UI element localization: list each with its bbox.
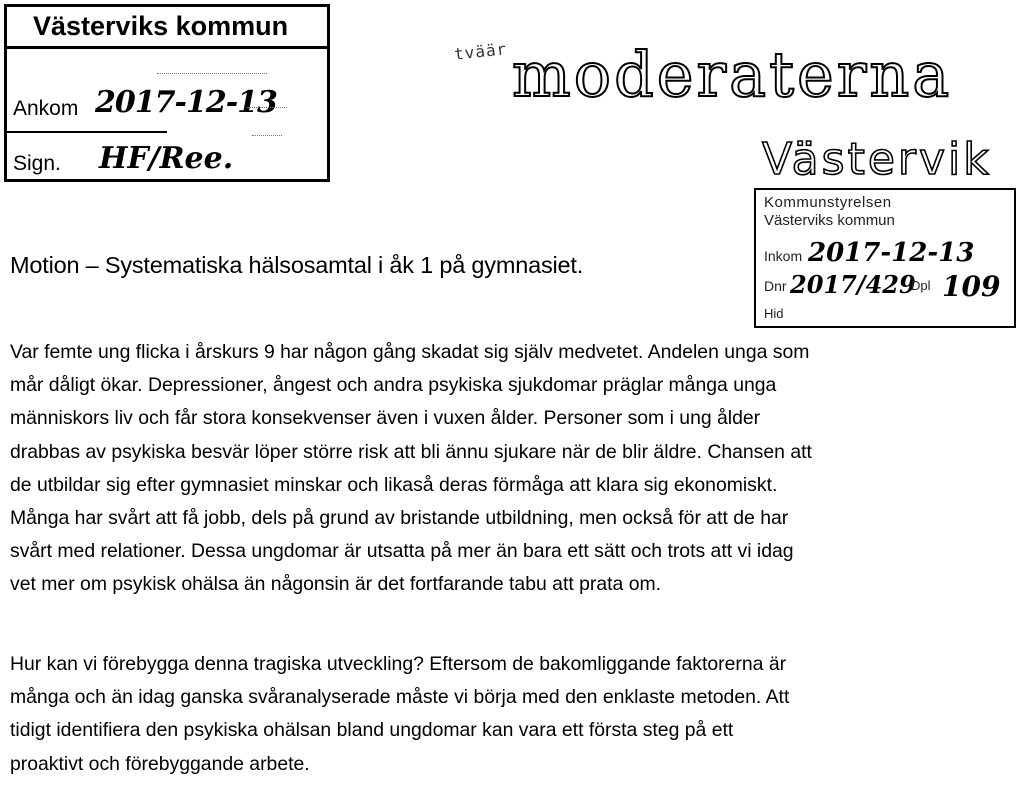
text-line: svårt med relationer. Dessa ungdomar är utsatta på mer än bara ett sätt och trots att vi idag xyxy=(10,540,794,563)
received-label: Ankom xyxy=(13,97,79,120)
dnr-value-handwritten: 2017/429 xyxy=(790,270,916,299)
hid-label: Hid xyxy=(764,306,784,321)
motion-title: Motion – Systematiska hälsosamtal i åk 1 på gymnasiet. xyxy=(10,252,584,278)
text-line: drabbas av psykiska besvär löper större risk att bli ännu sjukare när de blir äldre. Chansen att xyxy=(10,440,812,463)
text-line: mår dåligt ökar. Depressioner, ångest och andra psykiska sjukdomar präglar många unga xyxy=(10,374,777,397)
text-line: många och än idag ganska svåranalyserade måste vi börja med den enklaste metoden. Att xyxy=(10,686,790,709)
party-location: Västervik xyxy=(762,134,992,185)
stamp-organization: Västerviks kommun xyxy=(7,7,327,49)
scan-speckle xyxy=(247,107,287,108)
text-line: Var femte ung flicka i årskurs 9 har någon gång skadat sig själv medvetet. Andelen unga som xyxy=(10,341,810,363)
dpl-label: Dpl xyxy=(911,278,931,293)
body-paragraph-2 xyxy=(10,648,1010,781)
signature-label: Sign. xyxy=(13,152,61,175)
dnr-label: Dnr xyxy=(764,278,787,294)
text-line: proaktivt och förebyggande arbete. xyxy=(10,752,310,775)
text-line: de utbildar sig efter gymnasiet minskar och likaså deras förmåga att klara sig ekonomiskt. xyxy=(10,473,778,496)
text-line: tidigt identifiera den psykiska ohälsan bland ungdomar kan vara ett första steg på ett xyxy=(10,719,734,742)
received-date-handwritten: 2017-12-13 xyxy=(95,85,277,120)
signature-handwritten: HF/Ree. xyxy=(99,141,234,176)
inkom-label: Inkom xyxy=(764,248,803,264)
registration-municipality: Västerviks kommun xyxy=(764,212,895,229)
inkom-date-handwritten: 2017-12-13 xyxy=(808,238,975,268)
body-paragraph-1 xyxy=(10,336,1010,602)
text-line: Många har svårt att få jobb, dels på grund av bristande utbildning, men också för att de har xyxy=(10,507,789,530)
receipt-stamp xyxy=(4,4,330,182)
registration-office: Kommunstyrelsen xyxy=(764,194,892,211)
text-line: människors liv och får stora konsekvenser även i vuxen ålder. Personer som i ung ålder xyxy=(10,407,761,430)
scan-speckle xyxy=(157,73,267,74)
registration-stamp xyxy=(754,188,1016,328)
dpl-value-handwritten: 109 xyxy=(942,270,1001,303)
party-logo: moderaterna xyxy=(512,38,953,111)
text-line: vet mer om psykisk ohälsa än någonsin är det fortfarande tabu att prata om. xyxy=(10,573,662,596)
logo-prefix: tväär xyxy=(453,39,509,64)
scan-speckle xyxy=(252,135,282,136)
stamp-divider xyxy=(7,131,167,133)
text-line: Hur kan vi förebygga denna tragiska utveckling? Eftersom de bakomliggande faktorerna är xyxy=(10,653,787,675)
